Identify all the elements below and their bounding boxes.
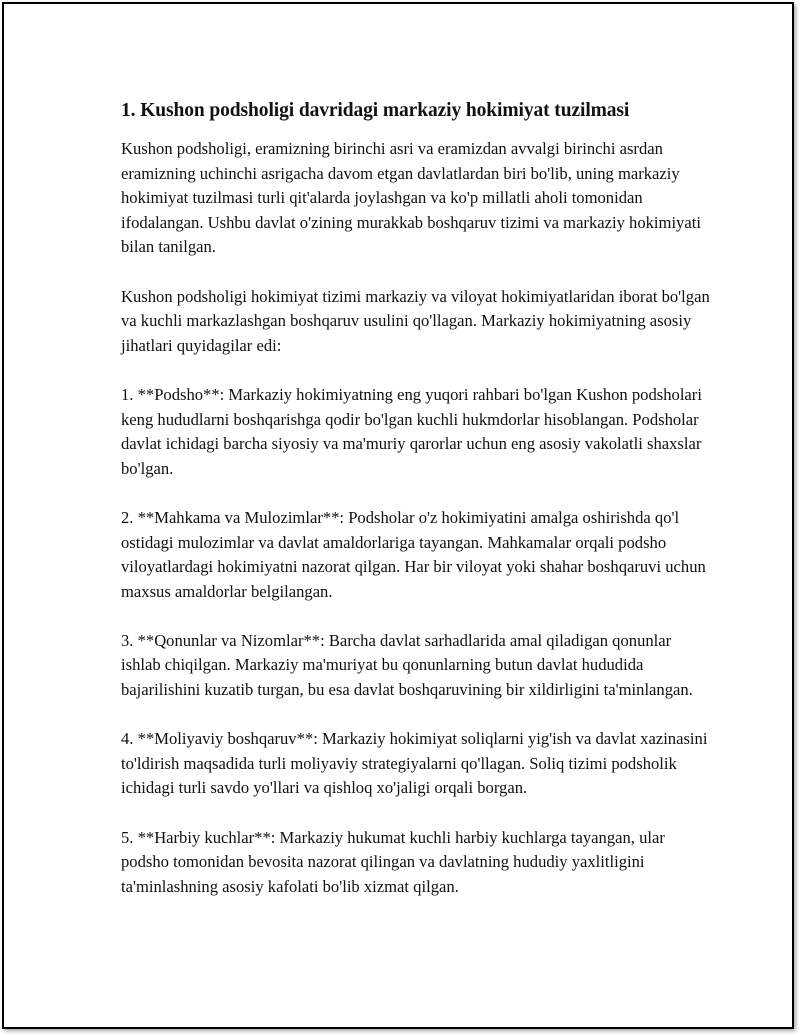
paragraph-item-podsho: 1. **Podsho**: Markaziy hokimiyatning eng yuqori rahbari bo'lgan Kushon podsholari keng hududlarni boshqarishga qodir bo'lgan kuchli hukmdorlar hisoblangan. Podsholar davlat ichidagi barcha siyosiy va ma'muriy qarorlar uchun eng asosiy vakolatli shaxslar bo'lgan. [121, 384, 702, 478]
paragraph-item-mahkama: 2. **Mahkama va Mulozimlar**: Podsholar o'z hokimiyatini amalga oshirishda qo'l ostidagi mulozimlar va davlat amaldorlariga tayangan. Mahkamalar orqali podsho viloyatlardagi hokimiyatni nazorat qilgan. Har bir viloyat yoki shahar boshqaruvi uchun maxsus amaldorlar belgilangan. [121, 507, 706, 601]
document-page [2, 2, 794, 1029]
document-content [121, 98, 711, 924]
paragraph-item-harbiy: 5. **Harbiy kuchlar**: Markaziy hukumat kuchli harbiy kuchlarga tayangan, ular podsho tomonidan bevosita nazorat qilingan va davlatning hududiy yaxlitligini ta'minlashning asosiy kafolati bo'lib xizmat qilgan. [121, 827, 665, 896]
paragraph-overview: Kushon podsholigi hokimiyat tizimi markaziy va viloyat hokimiyatlaridan iborat bo'lgan va kuchli markazlashgan boshqaruv usulini qo'llagan. Markaziy hokimiyatning asosiy jihatlari quyidagilar edi: [121, 286, 710, 355]
paragraph-intro: Kushon podsholigi, eramizning birinchi asri va eramizdan avvalgi birinchi asrdan eramizning uchinchi asrigacha davom etgan davlatlardan biri bo'lib, uning markaziy hokimiyat tuzilmasi turli qit'alarda joylashgan va ko'p millatli aholi tomonidan ifodalangan. Ushbu davlat o'zining murakkab boshqaruv tizimi va markaziy hokimiyati bilan tanilgan. [121, 139, 701, 257]
paragraph-item-qonunlar: 3. **Qonunlar va Nizomlar**: Barcha davlat sarhadlarida amal qiladigan qonunlar ishlab chiqilgan. Markaziy ma'muriyat bu qonunlarning butun davlat hududida bajarilishini kuzatib turgan, bu esa davlat boshqaruvining bir xildirligini ta'minlangan. [121, 630, 693, 700]
paragraph-item-moliya: 4. **Moliyaviy boshqaruv**: Markaziy hokimiyat soliqlarni yig'ish va davlat xazinasini to'ldirish maqsadida turli moliyaviy strategiyalarni qo'llagan. Soliq tizimi podsholik ichidagi turli savdo yo'llari va qishloq xo'jaligi orqali borgan. [121, 729, 708, 798]
document-title: 1. Kushon podsholigi davridagi markaziy hokimiyat tuzilmasi [121, 100, 630, 121]
